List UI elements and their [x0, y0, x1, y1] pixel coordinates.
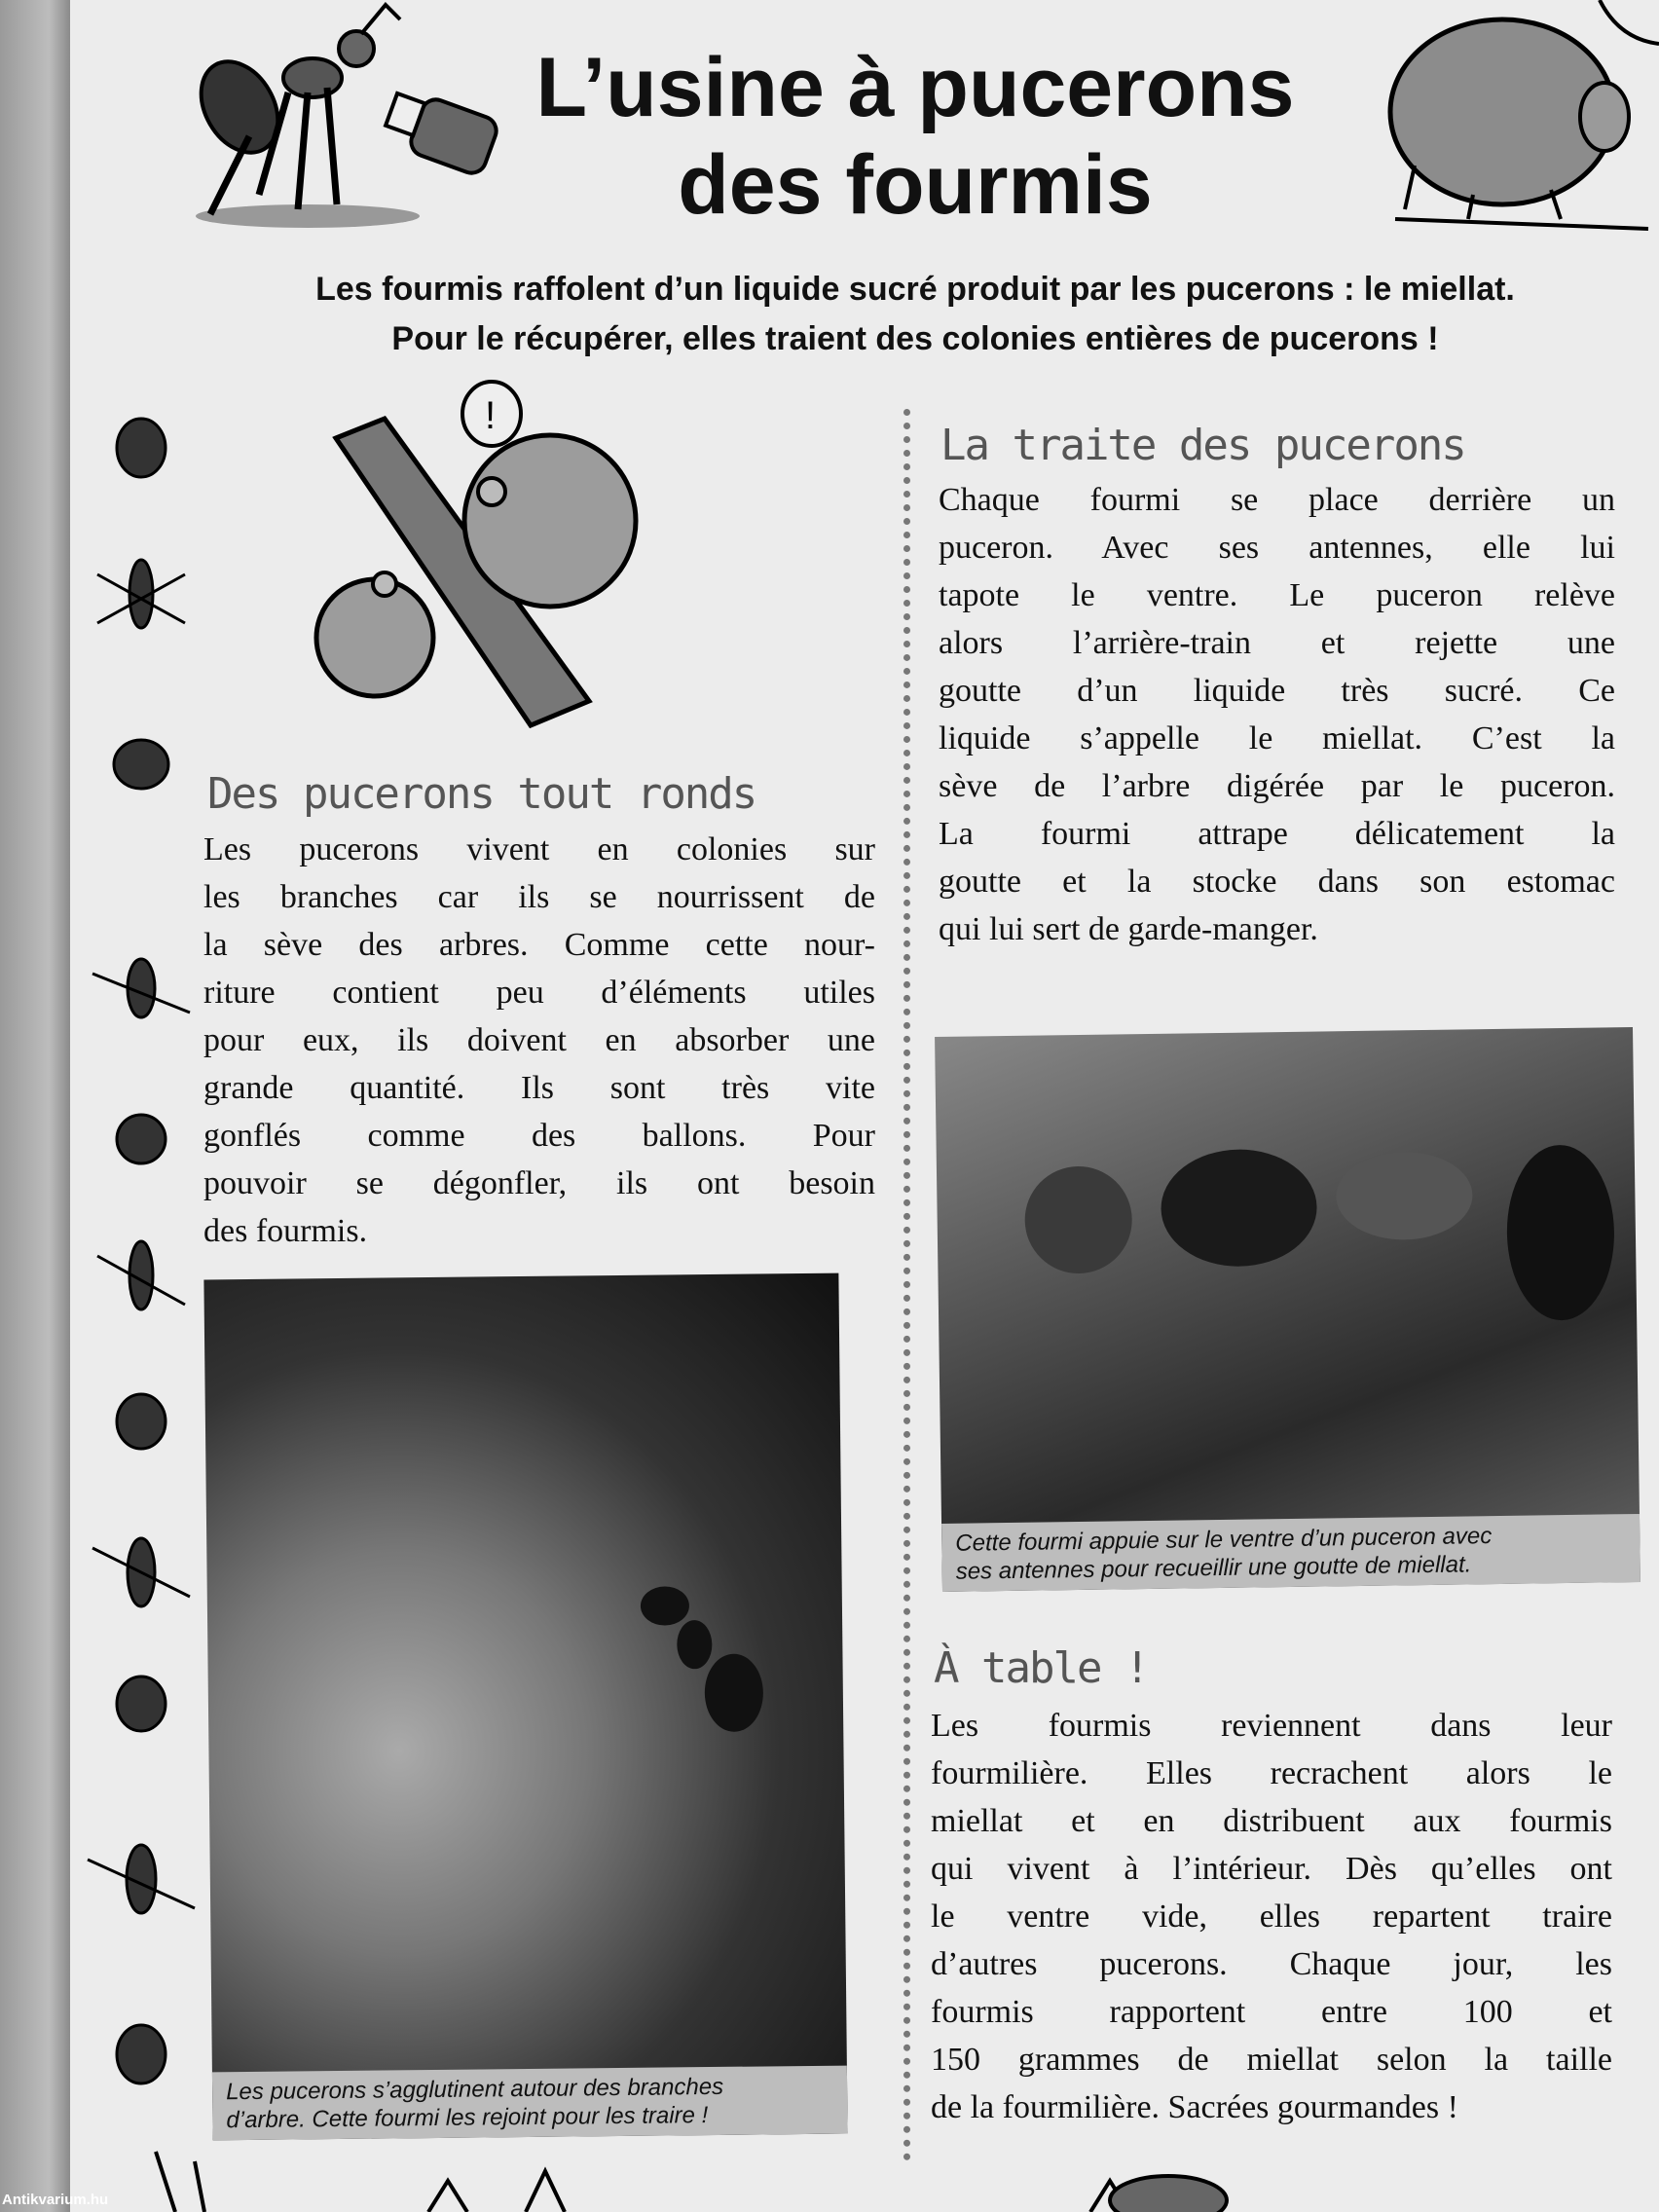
text-line: alors l’arrière-train et rejette une	[939, 625, 1615, 661]
ant-in-photo	[576, 1527, 774, 1821]
section-heading-round-aphids: Des pucerons tout ronds	[207, 769, 756, 819]
book-spine-edge	[0, 0, 70, 2212]
text-line: qui lui sert de garde-manger.	[939, 911, 1318, 947]
watermark: Antikvarium.hu	[2, 2192, 109, 2208]
text-line: fourmis rapportent entre 100 et	[931, 1994, 1612, 2030]
text-line: goutte et la stocke dans son estomac	[939, 864, 1615, 900]
photo-ant-milking-aphid	[935, 1027, 1641, 1592]
ant-in-photo	[1014, 1086, 1621, 1386]
text-line: sève de l’arbre digérée par le puceron.	[939, 768, 1615, 804]
text-line: riture contient peu d’éléments utiles	[203, 975, 875, 1011]
text-line: liquide s’appelle le miellat. C’est la	[939, 720, 1615, 756]
photo-caption	[941, 1514, 1641, 1592]
caption-line-2: d’arbre. Cette fourmi les rejoint pour les traire !	[226, 2102, 709, 2134]
photo-aphids-on-branch	[203, 1273, 847, 2141]
aphid-icon	[117, 1394, 166, 1449]
caption-line-2: ses antennes pour recueillir une goutte de miellat.	[955, 1551, 1472, 1585]
text-line: qui vivent à l’intérieur. Dès qu’elles ont	[931, 1851, 1612, 1887]
caption-line-1: Les pucerons s’agglutinent autour des branches	[225, 2073, 724, 2106]
aphid-icon	[117, 1115, 166, 1163]
text-line: Chaque fourmi se place derrière un	[939, 482, 1615, 518]
aphid-icon	[114, 740, 168, 789]
text-line: La fourmi attrape délicatement la	[939, 816, 1615, 852]
text-line: d’autres pucerons. Chaque jour, les	[931, 1946, 1612, 1982]
text-line: goutte d’un liquide très sucré. Ce	[939, 673, 1615, 709]
text-line: gonflés comme des ballons. Pour	[203, 1118, 875, 1154]
section-heading-milking: La traite des pucerons	[940, 421, 1465, 470]
aphid-illustration	[1376, 0, 1659, 240]
text-line: Les pucerons vivent en colonies sur	[203, 831, 875, 867]
bottom-insects-decoration	[136, 2142, 1305, 2212]
exclamation-bubble-text: !	[485, 394, 497, 437]
text-line: Les fourmis reviennent dans leur	[931, 1708, 1612, 1744]
aphid-icon	[117, 1677, 166, 1731]
section-body-at-table	[931, 1702, 1612, 2131]
text-line: 150 grammes de miellat selon la taille	[931, 2042, 1612, 2078]
text-line: pouvoir se dégonfler, ils ont besoin	[203, 1165, 875, 1201]
section-body-milking	[939, 476, 1615, 953]
text-line: tapote le ventre. Le puceron relève	[939, 577, 1615, 613]
intro-text	[195, 265, 1636, 364]
text-line: pour eux, ils doivent en absorber une	[203, 1022, 875, 1058]
margin-insects-decoration	[83, 389, 200, 2200]
section-body-round-aphids	[203, 826, 875, 1255]
photo-caption	[212, 2066, 848, 2141]
text-line: de la fourmilière. Sacrées gourmandes !	[931, 2089, 1458, 2125]
text-line: des fourmis.	[203, 1213, 368, 1249]
column-divider	[903, 409, 910, 2161]
intro-line-1: Les fourmis raffolent d’un liquide sucré produit par les pucerons : le miellat.	[315, 271, 1515, 308]
text-line: fourmilière. Elles recrachent alors le	[931, 1755, 1612, 1791]
aphid-icon	[117, 2025, 166, 2083]
aphid-icon	[117, 419, 166, 477]
aphids-on-branch-illustration	[307, 380, 677, 730]
intro-line-2: Pour le récupérer, elles traient des colonies entières de pucerons !	[391, 320, 1439, 357]
text-line: les branches car ils se nourrissent de	[203, 879, 875, 915]
text-line: grande quantité. Ils sont très vite	[203, 1070, 875, 1106]
caption-line-1: Cette fourmi appuie sur le ventre d’un puceron avec	[955, 1523, 1493, 1557]
text-line: le ventre vide, elles repartent traire	[931, 1899, 1612, 1935]
section-heading-at-table: À table !	[934, 1643, 1149, 1693]
title-line-2: des fourmis	[678, 138, 1153, 232]
title-line-1: L’usine à pucerons	[535, 41, 1295, 134]
page-title	[428, 39, 1402, 234]
text-line: la sève des arbres. Comme cette nour-	[203, 927, 875, 963]
text-line: miellat et en distribuent aux fourmis	[931, 1803, 1612, 1839]
text-line: puceron. Avec ses antennes, elle lui	[939, 530, 1615, 566]
